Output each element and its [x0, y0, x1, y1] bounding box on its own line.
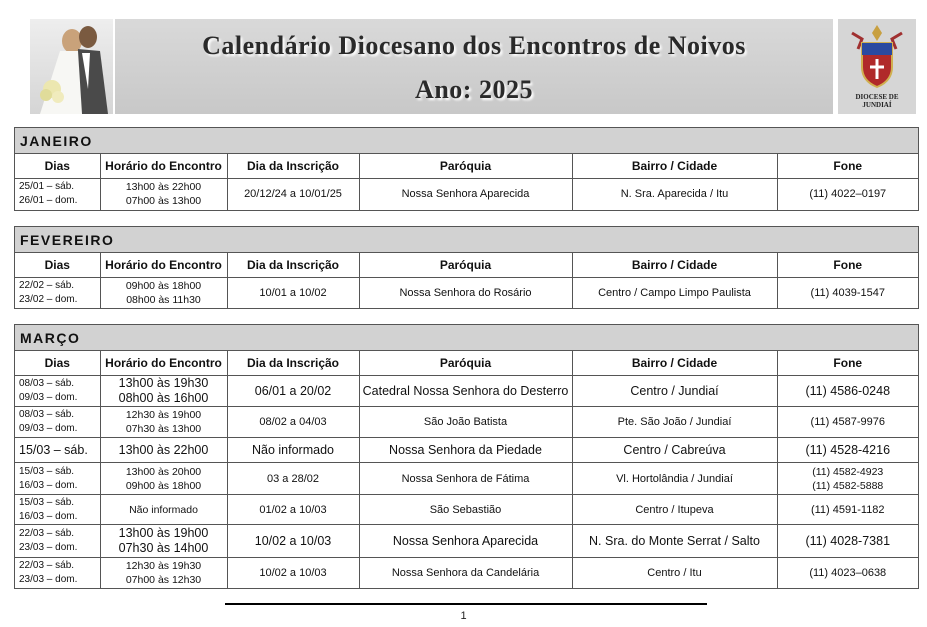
page-year: Ano: 2025 [415, 75, 533, 104]
table-row [15, 179, 918, 210]
month-section-fevereiro [14, 226, 919, 309]
cell-dias: 15/03 – sáb. 16/03 – dom. [15, 463, 100, 495]
col-header-dias: Dias [44, 258, 70, 272]
diocese-crest [838, 19, 916, 114]
month-title: JANEIRO [15, 128, 918, 154]
cell-paroquia: Nossa Senhora da Candelária [359, 558, 572, 588]
cell-bairro: N. Sra. do Monte Serrat / Salto [572, 525, 777, 558]
month-section-janeiro [14, 127, 919, 211]
cell-inscricao: 10/02 a 10/03 [227, 525, 359, 558]
cell-horario: 13h00 às 22h00 07h00 às 13h00 [100, 179, 227, 210]
table-row [15, 558, 918, 588]
cell-inscricao: 03 a 28/02 [227, 463, 359, 495]
table-row [15, 463, 918, 495]
col-header-horario: Horário do Encontro [100, 253, 227, 278]
month-title: MARÇO [15, 325, 918, 351]
footer-divider [225, 603, 707, 605]
cell-paroquia: Nossa Senhora Aparecida [359, 179, 572, 210]
col-header-paroquia: Paróquia [359, 351, 572, 376]
cell-dias: 08/03 – sáb. 09/03 – dom. [15, 376, 100, 407]
schedule-table [15, 253, 918, 308]
page-header [0, 0, 927, 120]
cell-bairro: Centro / Campo Limpo Paulista [572, 278, 777, 308]
table-row [15, 525, 918, 558]
cell-fone: (11) 4023–0638 [777, 558, 918, 588]
cell-bairro: Vl. Hortolândia / Jundiaí [572, 463, 777, 495]
cell-dias: 15/03 – sáb. [15, 438, 100, 463]
cell-horario: Não informado [100, 495, 227, 525]
col-header-dias: Dias [44, 159, 70, 173]
cell-paroquia: São Sebastião [359, 495, 572, 525]
cell-inscricao: 10/02 a 10/03 [227, 558, 359, 588]
cell-bairro: Pte. São João / Jundiaí [572, 407, 777, 438]
page-title: Calendário Diocesano dos Encontros de Noivos [202, 31, 746, 60]
cell-paroquia: Nossa Senhora Aparecida [359, 525, 572, 558]
cell-fone: (11) 4591-1182 [777, 495, 918, 525]
cell-paroquia: Nossa Senhora da Piedade [359, 438, 572, 463]
col-header-inscricao: Dia da Inscrição [227, 154, 359, 179]
cell-dias: 22/03 – sáb. 23/03 – dom. [15, 558, 100, 588]
cell-horario: 12h30 às 19h30 07h00 às 12h30 [100, 558, 227, 588]
cell-horario: 13h00 às 19h00 07h30 às 14h00 [100, 525, 227, 558]
cell-paroquia: Nossa Senhora de Fátima [359, 463, 572, 495]
cell-horario: 13h00 às 22h00 [100, 438, 227, 463]
cell-dias: 22/02 – sáb. 23/02 – dom. [15, 278, 100, 308]
cell-inscricao: Não informado [227, 438, 359, 463]
cell-paroquia: São João Batista [359, 407, 572, 438]
col-header-horario: Horário do Encontro [100, 351, 227, 376]
col-header-bairro: Bairro / Cidade [572, 253, 777, 278]
cell-paroquia: Catedral Nossa Senhora do Desterro [359, 376, 572, 407]
cell-horario: 09h00 às 18h00 08h00 às 11h30 [100, 278, 227, 308]
col-header-paroquia: Paróquia [359, 154, 572, 179]
cell-bairro: N. Sra. Aparecida / Itu [572, 179, 777, 210]
cell-fone: (11) 4022–0197 [777, 179, 918, 210]
cell-inscricao: 06/01 a 20/02 [227, 376, 359, 407]
cell-fone: (11) 4582-4923 (11) 4582-5888 [777, 463, 918, 495]
cell-fone: (11) 4039-1547 [777, 278, 918, 308]
table-row [15, 278, 918, 308]
col-header-fone: Fone [777, 351, 918, 376]
month-title: FEVEREIRO [15, 227, 918, 253]
cell-horario: 13h00 às 19h30 08h00 às 16h00 [100, 376, 227, 407]
cell-inscricao: 20/12/24 a 10/01/25 [227, 179, 359, 210]
col-header-fone: Fone [777, 154, 918, 179]
col-header-horario: Horário do Encontro [100, 154, 227, 179]
col-header-bairro: Bairro / Cidade [572, 351, 777, 376]
cell-horario: 12h30 às 19h00 07h30 às 13h00 [100, 407, 227, 438]
table-row [15, 495, 918, 525]
cell-paroquia: Nossa Senhora do Rosário [359, 278, 572, 308]
schedule-table [15, 154, 918, 210]
cell-fone: (11) 4028-7381 [777, 525, 918, 558]
cell-dias: 22/03 – sáb. 23/03 – dom. [15, 525, 100, 558]
table-row [15, 407, 918, 438]
col-header-inscricao: Dia da Inscrição [227, 351, 359, 376]
crest-caption: DIOCESE DE JUNDIAÍ [855, 93, 899, 109]
couple-photo [30, 19, 113, 114]
schedule-table [15, 351, 918, 588]
col-header-dias: Dias [44, 356, 70, 370]
cell-fone: (11) 4528-4216 [777, 438, 918, 463]
table-row [15, 438, 918, 463]
cell-inscricao: 01/02 a 10/03 [227, 495, 359, 525]
cell-bairro: Centro / Jundiaí [572, 376, 777, 407]
cell-inscricao: 08/02 a 04/03 [227, 407, 359, 438]
table-header-row [15, 253, 918, 278]
cell-bairro: Centro / Itu [572, 558, 777, 588]
cell-fone: (11) 4586-0248 [777, 376, 918, 407]
cell-inscricao: 10/01 a 10/02 [227, 278, 359, 308]
month-section-marco [14, 324, 919, 589]
cell-dias: 08/03 – sáb. 09/03 – dom. [15, 407, 100, 438]
cell-horario: 13h00 às 20h00 09h00 às 18h00 [100, 463, 227, 495]
cell-dias: 25/01 – sáb. 26/01 – dom. [15, 179, 100, 210]
cell-bairro: Centro / Itupeva [572, 495, 777, 525]
col-header-bairro: Bairro / Cidade [572, 154, 777, 179]
col-header-fone: Fone [777, 253, 918, 278]
cell-dias: 15/03 – sáb. 16/03 – dom. [15, 495, 100, 525]
cell-fone: (11) 4587-9976 [777, 407, 918, 438]
page-number: 1 [460, 610, 467, 622]
col-header-paroquia: Paróquia [359, 253, 572, 278]
cell-bairro: Centro / Cabreúva [572, 438, 777, 463]
col-header-inscricao: Dia da Inscrição [227, 253, 359, 278]
table-header-row [15, 154, 918, 179]
table-row [15, 376, 918, 407]
title-banner [115, 19, 833, 114]
table-header-row [15, 351, 918, 376]
